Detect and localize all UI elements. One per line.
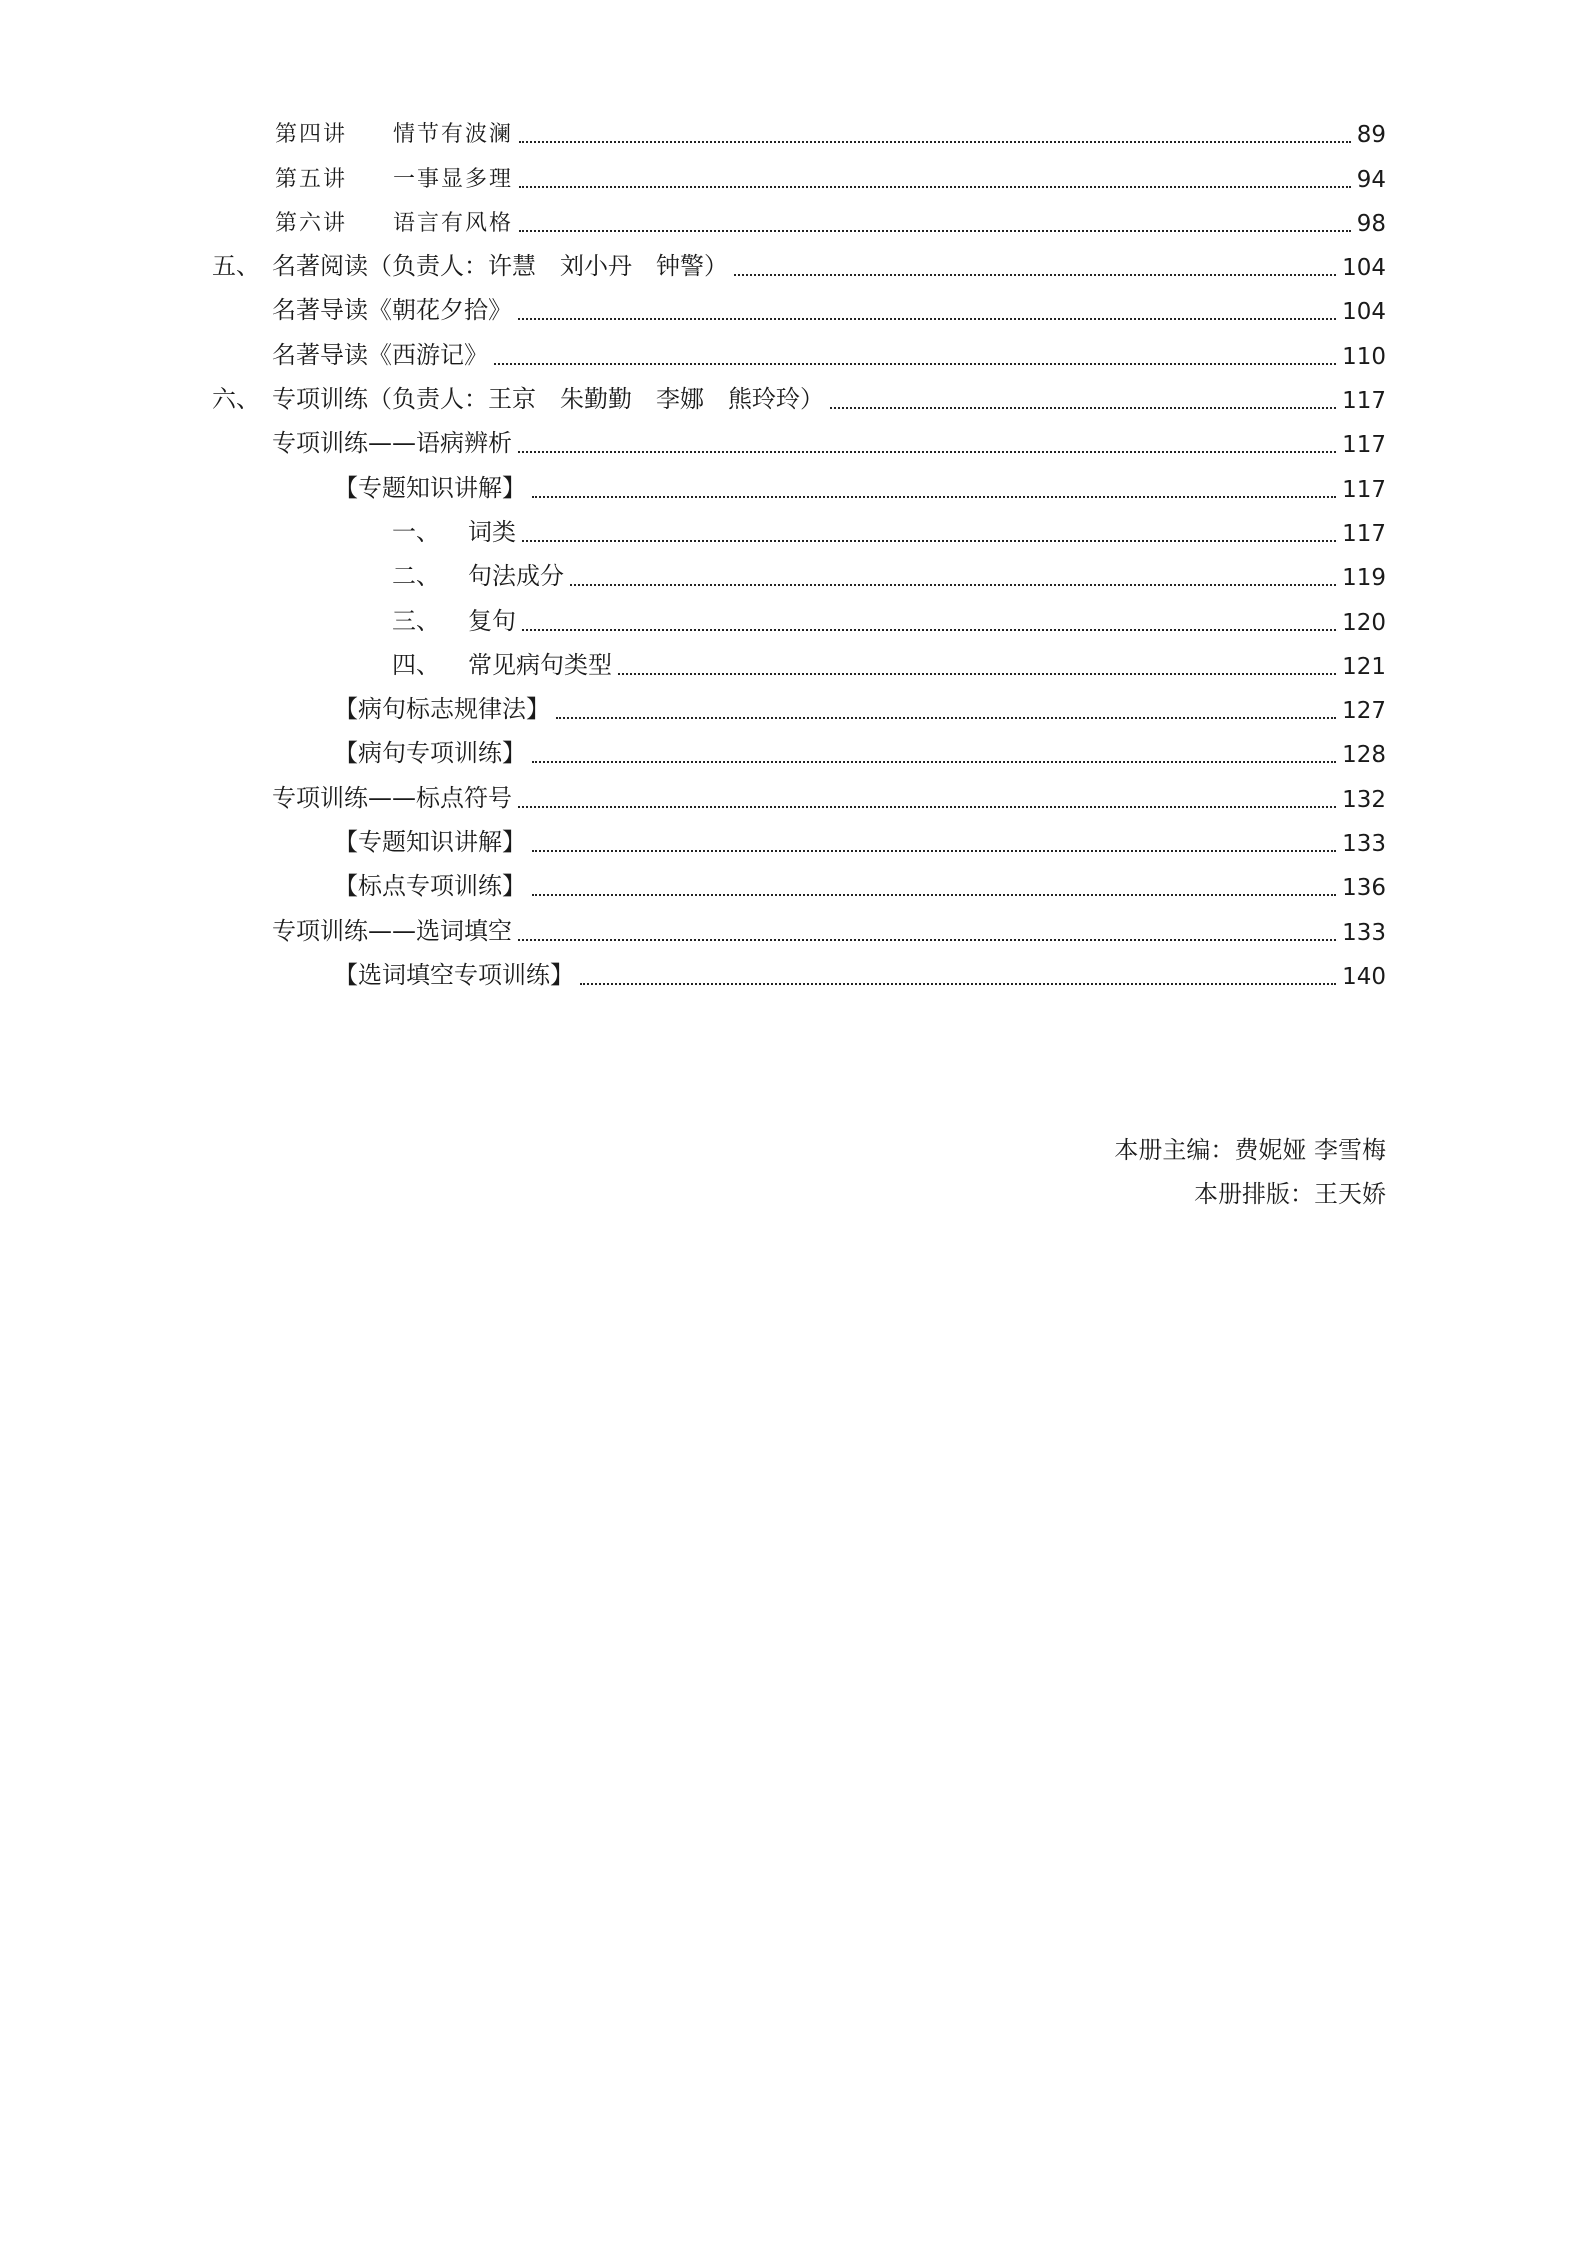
toc-entry-title: 【病句专项训练】 [334,739,526,768]
toc-entry-title: 专项训练——语病辨析 [272,429,512,458]
dot-leader [532,496,1336,498]
toc-page-number: 94 [1356,166,1386,193]
toc-page-number: 136 [1342,875,1386,902]
toc-entry-title [275,162,513,197]
dot-leader [532,850,1336,852]
toc-entry-title: 句法成分 [468,562,564,591]
dot-leader [618,673,1336,675]
toc-entry-title [275,206,513,241]
toc-entry-title: 专项训练——标点符号 [272,783,512,812]
toc-page-number: 110 [1342,343,1386,370]
toc-entry-title: 【标点专项训练】 [334,872,526,901]
toc-entry-training-grammar[interactable] [0,418,1586,462]
toc-entry-error-markers[interactable] [0,684,1586,728]
dot-leader [518,318,1336,320]
toc-entry-title: 常见病句类型 [468,650,612,679]
toc-page-number: 120 [1342,609,1386,636]
toc-entry-title: 【专题知识讲解】 [334,473,526,502]
toc-entry-reading-2[interactable] [0,329,1586,373]
toc-entry-grammar-knowledge[interactable] [0,462,1586,506]
toc-entry-syntax[interactable] [0,551,1586,595]
toc-entry-word-class[interactable] [0,507,1586,551]
toc-page-number: 133 [1342,919,1386,946]
toc-item-number: 三、 [392,606,440,635]
toc-entry-title: 名著导读《西游记》 [272,340,488,369]
toc-page-number: 127 [1342,698,1386,725]
toc-entry-reading-1[interactable] [0,285,1586,329]
toc-entry-title: 专项训练——选词填空 [272,916,512,945]
toc-entry-section-6[interactable] [0,374,1586,418]
dot-leader [518,806,1336,808]
toc-page-number: 140 [1342,963,1386,990]
table-of-contents [0,108,1586,994]
toc-page-number: 132 [1342,786,1386,813]
toc-entry-word-choice-practice[interactable] [0,950,1586,994]
toc-entry-title [275,117,513,152]
dot-leader [519,230,1351,232]
toc-item-number: 二、 [392,562,440,591]
toc-entry-title: 名著阅读（负责人：许慧 刘小丹 钟警） [272,252,728,281]
toc-entry-complex-sentence[interactable] [0,595,1586,639]
toc-entry-number: 第四讲 [275,122,348,148]
toc-page-number: 117 [1342,432,1386,459]
dot-leader [519,141,1351,143]
toc-item-number: 一、 [392,517,440,546]
toc-item-number: 四、 [392,650,440,679]
toc-entry-text: 一事显多理 [393,166,514,192]
toc-entry-punctuation-knowledge[interactable] [0,817,1586,861]
dot-leader [522,629,1336,631]
toc-page-number: 98 [1356,210,1386,237]
toc-entry-title: 【选词填空专项训练】 [334,960,574,989]
toc-page-number: 104 [1342,255,1386,282]
dot-leader [518,451,1336,453]
chief-editors: 本册主编：费妮娅 李雪梅 [1114,1136,1386,1164]
layout-editor: 本册排版：王天娇 [1194,1180,1386,1208]
toc-page-number: 119 [1342,565,1386,592]
dot-leader [532,894,1336,896]
toc-section-number: 五、 [212,252,260,281]
toc-entry-number: 第五讲 [275,166,348,192]
dot-leader [494,363,1336,365]
toc-entry-title: 专项训练（负责人：王京 朱勤勤 李娜 熊玲玲） [272,385,824,414]
toc-entry-lecture-5[interactable] [0,152,1586,196]
toc-entry-title: 词类 [468,517,516,546]
dot-leader [522,540,1336,542]
toc-entry-lecture-6[interactable] [0,197,1586,241]
credits [1114,1128,1386,1216]
toc-page-number: 117 [1342,476,1386,503]
toc-section-number: 六、 [212,385,260,414]
toc-entry-text: 语言有风格 [393,210,514,236]
toc-entry-error-practice[interactable] [0,728,1586,772]
toc-entry-title: 【专题知识讲解】 [334,828,526,857]
toc-entry-title: 名著导读《朝花夕拾》 [272,296,512,325]
toc-page-number: 104 [1342,299,1386,326]
dot-leader [580,983,1336,985]
dot-leader [734,274,1336,276]
toc-page-number: 117 [1342,520,1386,547]
toc-entry-training-word-choice[interactable] [0,905,1586,949]
toc-page-number: 117 [1342,388,1386,415]
toc-page-number: 133 [1342,831,1386,858]
dot-leader [518,939,1336,941]
toc-entry-section-5[interactable] [0,241,1586,285]
dot-leader [556,717,1336,719]
dot-leader [519,186,1351,188]
toc-entry-number: 第六讲 [275,210,348,236]
toc-entry-lecture-4[interactable] [0,108,1586,152]
toc-entry-title: 复句 [468,606,516,635]
toc-entry-text: 情节有波澜 [393,122,514,148]
toc-page-number: 121 [1342,653,1386,680]
dot-leader [532,761,1336,763]
toc-entry-common-errors[interactable] [0,640,1586,684]
toc-entry-training-punctuation[interactable] [0,772,1586,816]
toc-entry-punctuation-practice[interactable] [0,861,1586,905]
toc-entry-title: 【病句标志规律法】 [334,695,550,724]
dot-leader [830,407,1336,409]
dot-leader [570,584,1336,586]
toc-page-number: 128 [1342,742,1386,769]
toc-page-number: 89 [1356,122,1386,149]
